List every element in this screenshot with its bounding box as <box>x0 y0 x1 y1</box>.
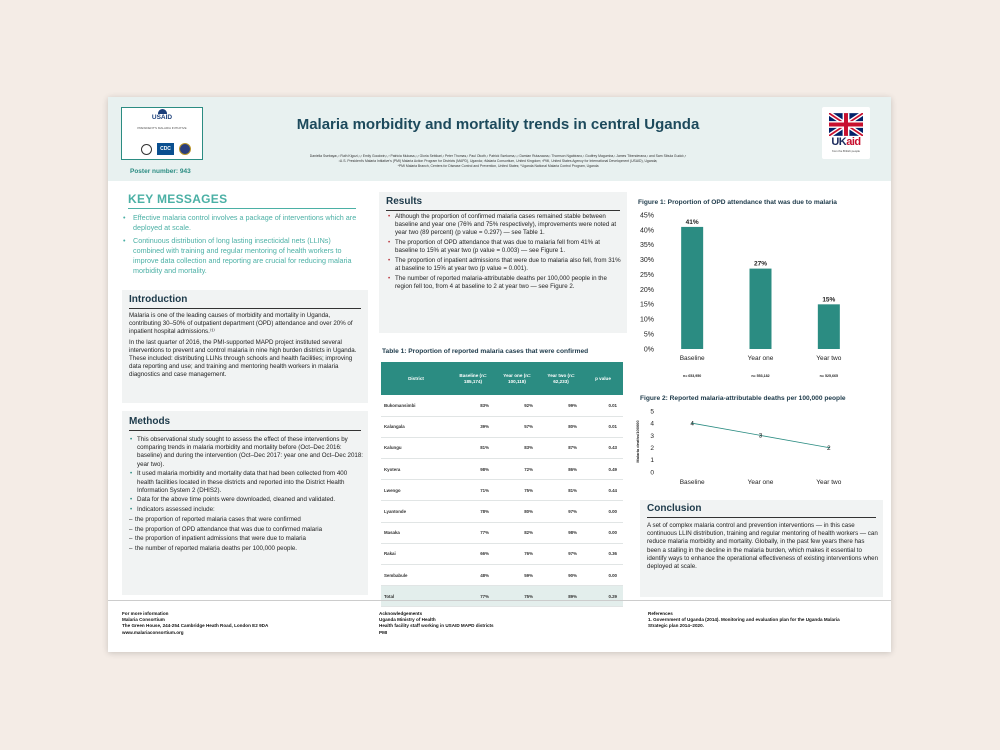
conclusion-divider <box>647 517 876 518</box>
cdc-logo: CDC <box>157 143 174 155</box>
point-data-label: 4 <box>690 420 694 428</box>
table1-value-cell: 97% <box>539 501 583 522</box>
table1-district-cell: Lwengo <box>381 480 451 501</box>
table1-district-cell: Lyantonde <box>381 501 451 522</box>
table-row <box>381 437 623 458</box>
point-data-label: 2 <box>827 444 831 452</box>
table1-value-cell: 66% <box>451 543 495 564</box>
author-list <box>248 154 748 169</box>
table1-value-cell: 75% <box>495 480 539 501</box>
methods-indicator: – the proportion of inpatient admissions that were due to malaria <box>129 535 363 543</box>
table1-value-cell: 80% <box>495 501 539 522</box>
affiliations-line-1: ¹U.S. President's Malaria Initiative's (PMI) Malaria Action Program for Districts (MAPD), Uganda; ²Malaria Consortium, United Kingdom; ³PMI, United States Agency for International Development (USAID), Uganda; <box>338 159 658 163</box>
acknowledgement-item: Uganda Ministry of Health <box>379 617 436 623</box>
introduction-paragraph-2: In the last quarter of 2016, the PMI-supported MAPD project instituted several interventions to prevent and control malaria in nine high burden districts in Uganda. These included: distributing LLINs through schools and health facilities; improving data reporting and use; and training and mentoring health workers in malaria diagnostics and case management. <box>129 338 357 379</box>
x-tick-label: Baseline <box>679 355 705 362</box>
table1-value-cell: 83% <box>495 437 539 458</box>
x-tick-label: Year one <box>747 355 774 362</box>
y-tick-label: 0 <box>650 469 654 477</box>
table1-district-cell: Kyotera <box>381 459 451 480</box>
references-heading: References <box>648 611 673 616</box>
table1-value-cell: 0.36 <box>583 543 623 564</box>
methods-list <box>129 436 363 555</box>
table1-value-cell: 0.29 <box>583 586 623 607</box>
figure1-title: Figure 1: Proportion of OPD attendance that was due to malaria <box>638 199 837 206</box>
table1-header-cell: p value <box>583 362 623 395</box>
usaid-logo: USAID <box>151 114 173 121</box>
y-tick-label: 3 <box>650 432 654 440</box>
table1-value-cell: 90% <box>539 565 583 586</box>
introduction-divider <box>129 308 361 309</box>
table-row <box>381 586 623 607</box>
bar <box>750 269 772 349</box>
table1-value-cell: 59% <box>495 565 539 586</box>
results-list <box>387 213 623 293</box>
footer-divider <box>108 600 891 601</box>
x-tick-label: Year two <box>816 479 842 486</box>
table1-value-cell: 0.43 <box>583 437 623 458</box>
table-row <box>381 480 623 501</box>
table1-value-cell: 0.00 <box>583 522 623 543</box>
table1-header-cell: Year one (n= 100,118) <box>495 362 539 395</box>
hhs-logo-icon <box>141 144 152 155</box>
table1-district-cell: Kalungu <box>381 437 451 458</box>
methods-title: Methods <box>129 416 171 427</box>
introduction-title: Introduction <box>129 294 188 305</box>
methods-indicator: – the proportion of OPD attendance that was due to confirmed malaria <box>129 526 363 534</box>
table-row <box>381 416 623 437</box>
key-messages-divider <box>128 208 356 209</box>
authors-line: Daniella Ssebaya¹,² Ruth Kigozi,¹,² Emily Goodwin,¹,³ Patricia Mukasa,¹,² Gloria Sebikari,¹ Peter Thomas,¹ Paul Okoth,¹ Patrick Ssekoma,¹,² Damian Rutazaana,¹ Thomson Ngabirano,¹ Godfrey Magumba,¹ James Tibenderana,¹ and Sam Sibula Gudoi¹,³ <box>309 154 687 158</box>
acknowledgements-heading: Acknowledgements <box>379 611 423 616</box>
table-row <box>381 522 623 543</box>
introduction-paragraph-1: Malaria is one of the leading causes of morbidity and mortality in Uganda, contributing 30–50% of outpatient department (OPD) attendance and over 20% of inpatient hospital admissions.⁽¹⁾ <box>129 312 353 336</box>
methods-item: • It used malaria morbidity and mortality data that had been collected from 400 health facilities located in these districts and reported into the District Health Information System 2 (DHIS2). <box>129 470 363 495</box>
more-info-address: The Green House, 244-254 Cambridge Heath Road, London E2 9DA <box>122 623 269 629</box>
figure2-title: Figure 2: Reported malaria-attributable deaths per 100,000 people <box>640 395 846 402</box>
table1-header-row <box>381 362 623 395</box>
x-tick-label: Year one <box>747 479 774 486</box>
y-tick-label: 30% <box>639 257 654 265</box>
y-tick-label: 15% <box>639 301 654 309</box>
pmi-tagline: PRESIDENT'S MALARIA INITIATIVE <box>137 126 187 130</box>
more-info-website[interactable]: www.malariaconsortium.org <box>122 629 184 635</box>
table1-value-cell: 57% <box>495 416 539 437</box>
footer-more-info <box>122 611 352 636</box>
table1-value-cell: 83% <box>451 395 495 416</box>
y-tick-label: 10% <box>639 316 654 324</box>
ukaid-uk: UK <box>831 136 847 148</box>
table1-value-cell: 98% <box>539 522 583 543</box>
bar-n-label: n= 653,950 <box>683 374 702 378</box>
methods-item: • Indicators assessed include: <box>129 506 363 514</box>
table1-value-cell: 75% <box>495 586 539 607</box>
table1-district-cell: Kalangala <box>381 416 451 437</box>
table1-value-cell: 0.44 <box>583 480 623 501</box>
bar-data-label: 41% <box>685 218 699 226</box>
table1-header-cell: District <box>381 362 451 395</box>
y-tick-label: 5% <box>643 331 654 339</box>
results-item: • The proportion of OPD attendance that was due to malaria fell from 41% at baseline to 15% at year two (p value = 0.003) — see Figure 1. <box>387 239 623 255</box>
x-tick-label: Baseline <box>679 479 705 486</box>
poster-header <box>108 97 891 181</box>
table1-value-cell: 0.00 <box>583 565 623 586</box>
ukaid-aid: aid <box>846 136 861 148</box>
more-info-heading: For more information <box>122 611 169 616</box>
bar-n-label: n= 525,665 <box>819 374 838 378</box>
table-row <box>381 501 623 522</box>
table1-value-cell: 72% <box>495 459 539 480</box>
table1-district-cell: Sembabule <box>381 565 451 586</box>
partner-logos <box>121 107 203 160</box>
y-tick-label: 20% <box>639 286 654 294</box>
introduction-text <box>129 312 363 382</box>
table1-value-cell: 48% <box>451 565 495 586</box>
table1-value-cell: 86% <box>539 459 583 480</box>
table1-value-cell: 82% <box>495 522 539 543</box>
key-message-item: • Continuous distribution of long lasting insecticidal nets (LLINs) combined with training and regular mentoring of health workers to improve data collection and reporting are crucial for reducing malaria morbidity and mortality. <box>122 236 360 276</box>
results-item: • The number of reported malaria-attributable deaths per 100,000 people in the region fell too, from 4 at baseline to 2 at year two — see Figure 2. <box>387 275 623 291</box>
table1-header-cell: Baseline (n= 185,174) <box>451 362 495 395</box>
table1-value-cell: 0.01 <box>583 395 623 416</box>
figure2-chart <box>628 405 878 499</box>
table1-value-cell: 98% <box>451 459 495 480</box>
y-tick-label: 5 <box>650 408 654 416</box>
methods-divider <box>129 430 361 431</box>
table1-value-cell: 71% <box>451 480 495 501</box>
table1-value-cell: 89% <box>539 586 583 607</box>
y-tick-label: 1 <box>650 457 654 465</box>
table1-value-cell: 77% <box>451 586 495 607</box>
y-tick-label: 4 <box>650 420 654 428</box>
results-item: • The proportion of inpatient admissions that were due to malaria also fell, from 31% at baseline to 15% at year two (p value = 0.001). <box>387 257 623 273</box>
bar <box>818 304 840 349</box>
key-message-item: • Effective malaria control involves a package of interventions which are deployed at scale. <box>122 213 360 233</box>
footer-references <box>648 611 883 630</box>
table1-district-cell: Total <box>381 586 451 607</box>
results-divider <box>386 210 620 211</box>
key-messages-list <box>122 213 360 279</box>
table1-value-cell: 76% <box>495 543 539 564</box>
methods-item: • This observational study sought to assess the effect of these interventions by comparing trends in malaria morbidity and mortality before (Oct–Dec 2016: baseline) and during the intervention (Oct–Dec 2017: year one and Oct–Dec 2018: year two). <box>129 436 363 469</box>
table1 <box>381 362 623 607</box>
results-title: Results <box>386 196 423 207</box>
poster-title: Malaria morbidity and mortality trends in central Uganda <box>296 116 700 133</box>
y-tick-label: 25% <box>639 271 654 279</box>
conclusion-text: A set of complex malaria control and prevention interventions — in this case continuous LLIN distribution, training and regular mentoring of health workers — can reduce malaria morbidity and mortality. Globally, in the past few years there has been a stalling in the decline in the malaria burden, which makes it essential to identify ways to enhance the operational effectiveness of existing interventions when deployed at scale. <box>647 522 879 571</box>
table1-value-cell: 0.00 <box>583 501 623 522</box>
table1-value-cell: 77% <box>451 522 495 543</box>
reference-item: 1. Government of Uganda (2014). Monitoring and evaluation plan for the Uganda Malaria <box>648 617 840 623</box>
ukaid-wordmark <box>822 136 870 148</box>
table1-value-cell: 39% <box>451 416 495 437</box>
figure1-chart <box>628 209 878 385</box>
bar-data-label: 27% <box>753 260 768 268</box>
table1-district-cell: Bukomansimbi <box>381 395 451 416</box>
ukaid-logo <box>822 107 870 159</box>
footer-acknowledgements <box>379 611 619 636</box>
table1-title: Table 1: Proportion of reported malaria cases that were confirmed <box>382 348 589 355</box>
table-row <box>381 565 623 586</box>
key-messages-title: KEY MESSAGES <box>128 192 228 206</box>
bar-n-label: n= 553,182 <box>751 374 770 378</box>
reference-item: Strategic plan 2014–2020. <box>648 623 704 629</box>
bar-data-label: 15% <box>822 296 836 304</box>
methods-indicator: – the proportion of reported malaria cases that were confirmed <box>129 516 363 524</box>
union-jack-icon <box>829 113 863 136</box>
table1-district-cell: Masaka <box>381 522 451 543</box>
table1-value-cell: 92% <box>495 395 539 416</box>
poster-number: Poster number: 943 <box>130 168 191 175</box>
conclusion-title: Conclusion <box>647 503 702 514</box>
affiliations-line-2: ⁴PMI Malaria Branch, Centers for Disease Control and Prevention, United States; ⁵Uganda National Malaria Control Program, Uganda <box>397 164 599 168</box>
methods-item: • Data for the above time points were downloaded, cleaned and validated. <box>129 496 363 504</box>
y-tick-label: 2 <box>650 445 654 452</box>
table1-header-cell: Year two (n= 62,233) <box>539 362 583 395</box>
x-tick-label: Year two <box>816 355 842 362</box>
table-row <box>381 543 623 564</box>
ukaid-subtitle: from the British people <box>832 149 860 153</box>
methods-indicator: – the number of reported malaria deaths per 100,000 people. <box>129 545 363 553</box>
y-axis-label: Malaria deaths/100000 <box>635 420 640 463</box>
table1-value-cell: 81% <box>539 480 583 501</box>
table1-value-cell: 0.49 <box>583 459 623 480</box>
table1-value-cell: 80% <box>539 416 583 437</box>
y-tick-label: 35% <box>639 242 654 250</box>
y-tick-label: 45% <box>639 212 654 220</box>
table1-body <box>381 395 623 607</box>
table1-value-cell: 97% <box>539 543 583 564</box>
more-info-org: Malaria Consortium <box>122 617 165 623</box>
government-seal-icon <box>179 143 191 155</box>
bar <box>681 227 703 349</box>
table1-value-cell: 0.01 <box>583 416 623 437</box>
acknowledgement-item: Health facility staff working in USAID MAPD districts <box>379 623 494 629</box>
y-tick-label: 0% <box>643 346 654 354</box>
table1-value-cell: 99% <box>539 395 583 416</box>
acknowledgement-item: PMI <box>379 629 388 635</box>
table1-district-cell: Rakai <box>381 543 451 564</box>
y-tick-label: 40% <box>639 227 654 235</box>
point-data-label: 3 <box>758 432 763 440</box>
results-item: • Although the proportion of confirmed malaria cases remained stable between baseline and year one (76% and 75% respectively), improvements were noted at year two (89 percent) (p value = 0.297) — see Table 1. <box>387 213 623 238</box>
table-row <box>381 395 623 416</box>
table1-value-cell: 78% <box>451 501 495 522</box>
table1-value-cell: 87% <box>539 437 583 458</box>
poster <box>108 97 891 652</box>
table-row <box>381 459 623 480</box>
table1-value-cell: 81% <box>451 437 495 458</box>
